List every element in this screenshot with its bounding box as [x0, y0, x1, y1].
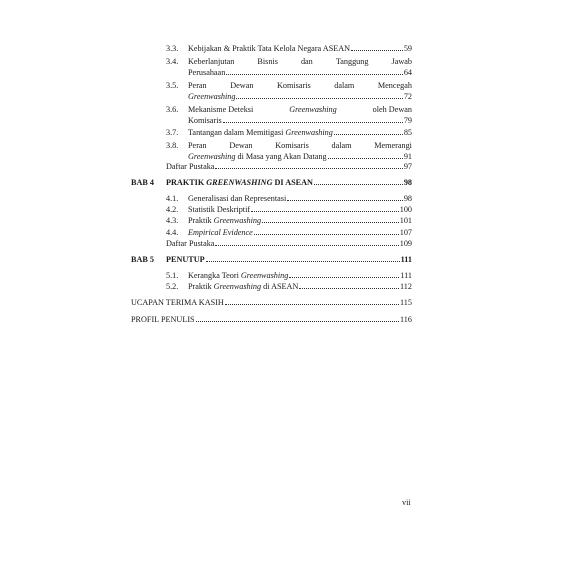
section-number: 4.2.	[166, 205, 179, 214]
section-title: UCAPAN TERIMA KASIH	[131, 298, 224, 307]
page-ref: 79	[403, 116, 412, 125]
toc-entry-4-4	[166, 228, 412, 238]
toc-entry-3-5-line2	[188, 92, 412, 102]
leader-dots	[226, 73, 403, 75]
section-number: 3.6.	[166, 105, 179, 114]
section-number: 4.1.	[166, 194, 179, 203]
toc-entry-3-4-line1	[166, 57, 412, 67]
word: dan	[300, 57, 313, 66]
chapter-title: DI ASEAN	[274, 178, 313, 187]
section-title-line1	[188, 57, 412, 67]
section-title: Perusahaan	[188, 68, 226, 77]
section-number: 5.2.	[166, 282, 179, 291]
word: Dewan	[229, 141, 253, 150]
leader-dots	[287, 199, 403, 201]
section-number: 3.4.	[166, 57, 179, 66]
page-ref: 91	[403, 152, 412, 161]
page-ref: 107	[399, 228, 412, 237]
page-ref: 98	[403, 178, 412, 187]
chapter-label: BAB 5	[131, 255, 154, 264]
toc-entry-daftar-pustaka-4	[166, 239, 412, 249]
toc-entry-3-6-line2	[188, 116, 412, 126]
section-number: 4.3.	[166, 216, 179, 225]
toc-entry-4-3	[166, 216, 412, 226]
section-title: Kebijakan & Praktik Tata Kelola Negara ASEAN	[188, 44, 351, 53]
leader-dots	[225, 303, 399, 305]
word: Komisaris	[275, 141, 309, 150]
word: dalam	[331, 141, 352, 150]
section-title: di ASEAN	[263, 282, 299, 291]
word: Jawab	[391, 57, 412, 66]
page-ref: 59	[403, 44, 412, 53]
page-ref: 112	[400, 282, 412, 291]
section-title-line1	[188, 81, 412, 91]
section-title: Statistik Deskriptif	[188, 205, 251, 214]
section-title: Daftar Pustaka	[166, 162, 215, 171]
word: Bisnis	[257, 57, 278, 66]
page-ref: 101	[399, 216, 412, 225]
leader-dots	[314, 183, 403, 185]
leader-dots	[289, 276, 399, 278]
section-title: Praktik	[188, 216, 212, 225]
title-text: Mekanisme Deteksi	[188, 105, 254, 114]
toc-entry-3-6-line1	[166, 105, 412, 115]
leader-dots	[236, 97, 402, 99]
toc-entry-3-7	[166, 128, 412, 138]
section-number: 3.8.	[166, 141, 179, 150]
leader-dots	[328, 157, 403, 159]
section-title: Generalisasi dan Representasi	[188, 194, 287, 203]
section-number: 3.3.	[166, 44, 179, 53]
leader-dots	[351, 49, 403, 51]
section-number: 5.1.	[166, 271, 179, 280]
section-title-italic: Empirical Evidence	[188, 228, 253, 237]
toc-entry-5-1	[166, 271, 412, 281]
page-ref: 100	[399, 205, 412, 214]
page-ref: 115	[400, 298, 412, 307]
section-title-italic: Greenwashing	[213, 282, 262, 291]
word: Peran	[188, 81, 207, 90]
toc-entry-4-1	[166, 194, 412, 204]
page-ref: 111	[400, 271, 412, 280]
section-title-italic: Greenwashing	[240, 271, 289, 280]
section-number: 3.5.	[166, 81, 179, 90]
toc-entry-4-2	[166, 205, 412, 215]
leader-dots	[262, 221, 399, 223]
section-title-italic: Greenwashing	[285, 128, 333, 137]
word: Dewan	[230, 81, 254, 90]
title-text: oleh Dewan	[372, 105, 412, 114]
leader-dots	[251, 210, 399, 212]
toc-chapter-bab-5	[131, 255, 412, 265]
leader-dots	[206, 260, 400, 262]
leader-dots	[223, 121, 403, 123]
page-ref: 85	[403, 128, 412, 137]
toc-entry-3-5-line1	[166, 81, 412, 91]
toc-entry-daftar-pustaka-3	[166, 162, 412, 172]
section-title: Praktik	[188, 282, 212, 291]
toc-entry-profil	[131, 315, 412, 325]
section-title-line1	[188, 141, 412, 151]
word: Keberlanjutan	[188, 57, 235, 66]
page-ref: 98	[403, 194, 412, 203]
section-title-line1	[188, 105, 412, 115]
page-ref: 64	[403, 68, 412, 77]
page-ref: 109	[399, 239, 412, 248]
chapter-label: BAB 4	[131, 178, 154, 187]
leader-dots	[215, 167, 402, 169]
toc-entry-3-8-line2	[188, 152, 412, 162]
section-title-italic: Greenwashing	[188, 152, 236, 161]
chapter-title: PRAKTIK	[166, 178, 205, 187]
page-ref: 97	[403, 162, 412, 171]
section-title: Tantangan dalam Memitigasi	[188, 128, 284, 137]
page-number: vii	[402, 498, 411, 507]
toc-entry-3-3	[166, 44, 412, 54]
word: Mencegah	[377, 81, 412, 90]
word: Komisaris	[277, 81, 311, 90]
page-ref: 111	[400, 255, 412, 264]
toc-entry-ucapan	[131, 298, 412, 308]
page-ref: 116	[400, 315, 412, 324]
leader-dots	[215, 244, 398, 246]
leader-dots	[254, 233, 399, 235]
toc-chapter-bab-4	[131, 178, 412, 188]
toc-entry-3-8-line1	[166, 141, 412, 151]
leader-dots	[334, 133, 403, 135]
section-title: Daftar Pustaka	[166, 239, 215, 248]
toc-entry-3-4-line2	[188, 68, 412, 78]
chapter-title: PENUTUP	[166, 255, 205, 264]
chapter-title-italic: GREENWASHING	[206, 178, 273, 187]
word: Memerangi	[374, 141, 412, 150]
section-title: di Masa yang Akan Datang	[237, 152, 327, 161]
word: dalam	[334, 81, 355, 90]
leader-dots	[196, 320, 399, 322]
section-number: 3.7.	[166, 128, 179, 137]
toc-entry-5-2	[166, 282, 412, 292]
page-ref: 72	[403, 92, 412, 101]
section-title: Greenwashing	[188, 92, 236, 101]
word: Peran	[188, 141, 207, 150]
section-title-italic: Greenwashing	[213, 216, 262, 225]
section-title: Kerangka Teori	[188, 271, 239, 280]
section-number: 4.4.	[166, 228, 179, 237]
section-title: PROFIL PENULIS	[131, 315, 195, 324]
leader-dots	[299, 287, 399, 289]
word: Tanggung	[335, 57, 369, 66]
title-italic: Greenwashing	[289, 105, 337, 114]
section-title: Komisaris	[188, 116, 222, 125]
